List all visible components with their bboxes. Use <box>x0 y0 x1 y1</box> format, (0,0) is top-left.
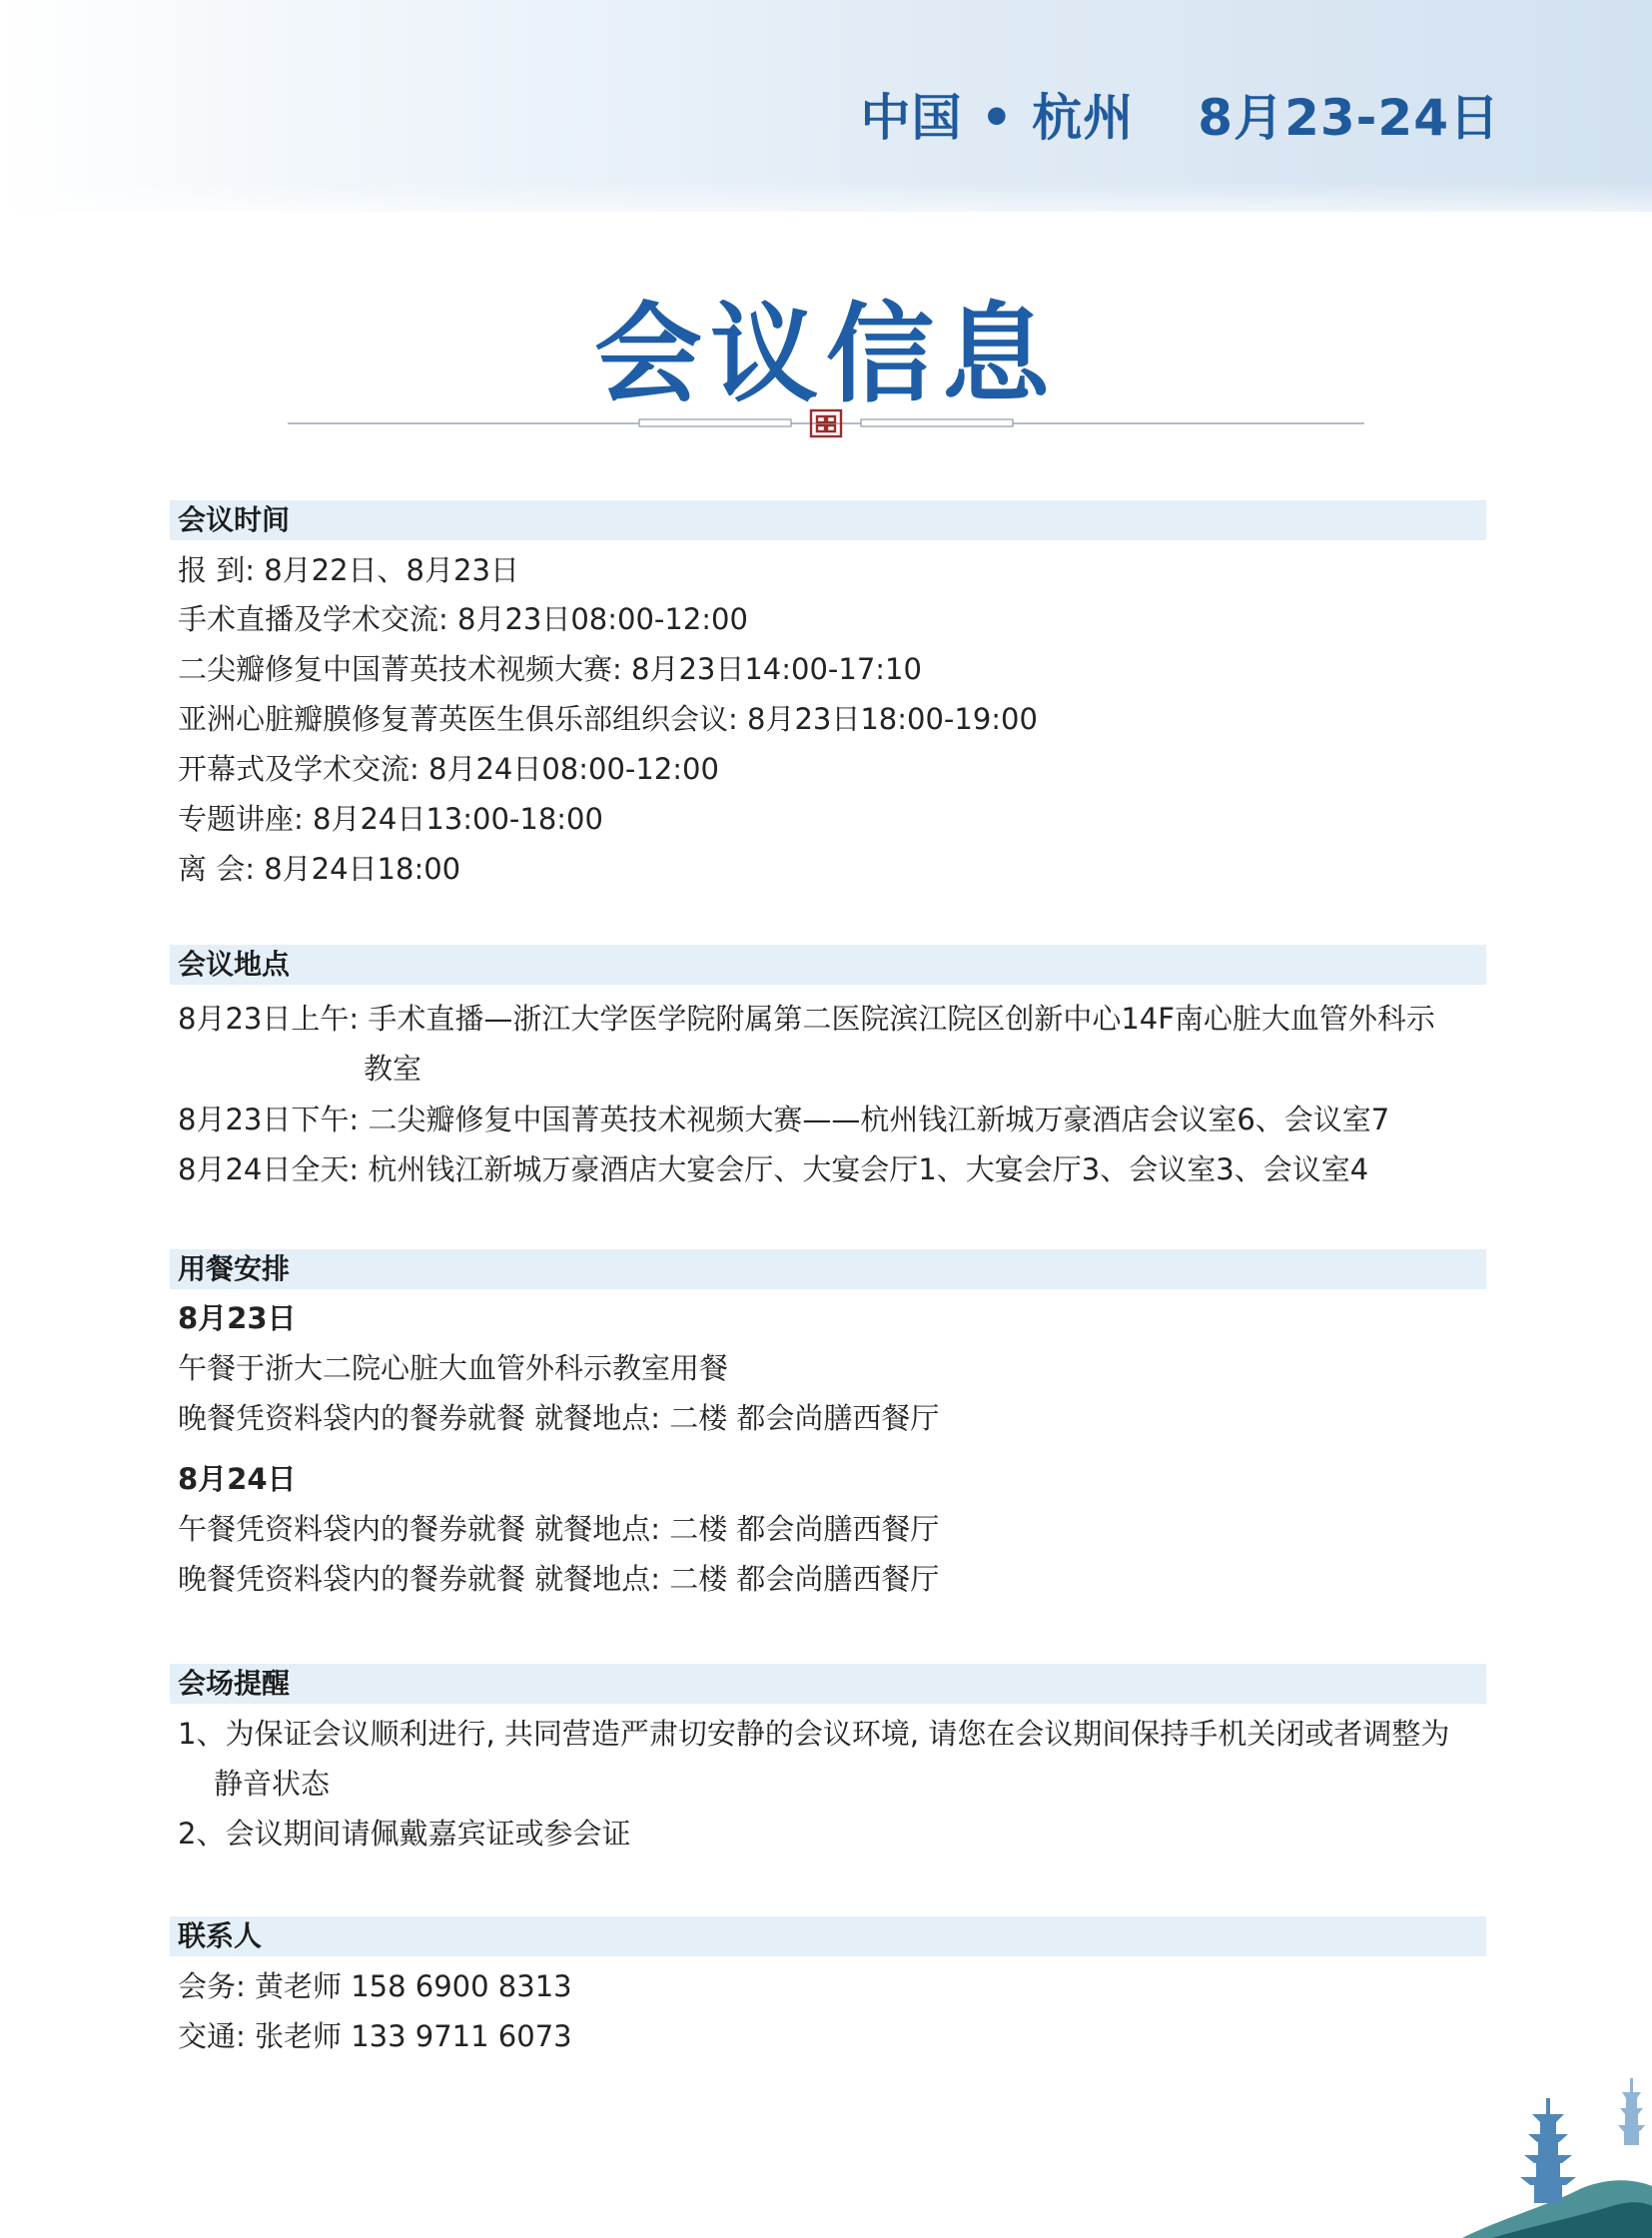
reminder-1: 1、为保证会议顺利进行, 共同营造严肃切安静的会议环境, 请您在会议期间保持手机关闭或者调整为 <box>178 1717 1450 1751</box>
meals-24-dinner: 晚餐凭资料袋内的餐券就餐 就餐地点: 二楼 都会尚膳西餐厅 <box>178 1562 940 1596</box>
time-checkin: 报 到: 8月22日、8月23日 <box>178 553 519 587</box>
reminder-2: 2、会议期间请佩戴嘉宾证或参会证 <box>178 1817 631 1851</box>
contact-transport: 交通: 张老师 133 9711 6073 <box>178 2019 572 2053</box>
meals-23-dinner: 晚餐凭资料袋内的餐券就餐 就餐地点: 二楼 都会尚膳西餐厅 <box>178 1401 940 1435</box>
time-video-contest: 二尖瓣修复中国菁英技术视频大赛: 8月23日14:00-17:10 <box>178 652 922 686</box>
venue-fullday-24: 8月24日全天: 杭州钱江新城万豪酒店大宴会厅、大宴会厅1、大宴会厅3、会议室3、会议室4 <box>178 1152 1369 1186</box>
pagoda-decoration-icon <box>1462 2068 1652 2238</box>
time-opening: 开幕式及学术交流: 8月24日08:00-12:00 <box>178 752 719 786</box>
title-divider <box>288 407 1364 447</box>
meals-day-24: 8月24日 <box>178 1462 297 1496</box>
section-header-contact: 联系人 <box>170 1916 1486 1956</box>
meals-24-lunch: 午餐凭资料袋内的餐券就餐 就餐地点: 二楼 都会尚膳西餐厅 <box>178 1512 940 1546</box>
reminder-1-cont: 静音状态 <box>214 1767 331 1801</box>
meals-23-lunch: 午餐于浙大二院心脏大血管外科示教室用餐 <box>178 1351 729 1385</box>
header-location: 中国 • 杭州 <box>860 89 1135 147</box>
section-header-meals: 用餐安排 <box>170 1249 1486 1289</box>
contact-affairs: 会务: 黄老师 158 6900 8313 <box>178 1969 572 2003</box>
venue-afternoon-23: 8月23日下午: 二尖瓣修复中国菁英技术视频大赛——杭州钱江新城万豪酒店会议室6、会议室7 <box>178 1103 1390 1136</box>
time-lectures: 专题讲座: 8月24日13:00-18:00 <box>178 802 603 836</box>
page-title: 会议信息 <box>593 292 1058 417</box>
time-surgery-live: 手术直播及学术交流: 8月23日08:00-12:00 <box>178 602 748 636</box>
header-location-date <box>861 78 1500 150</box>
section-header-time: 会议时间 <box>170 500 1486 540</box>
meals-day-23: 8月23日 <box>178 1301 297 1335</box>
time-club-meeting: 亚洲心脏瓣膜修复菁英医生俱乐部组织会议: 8月23日18:00-19:00 <box>178 702 1038 736</box>
section-header-reminder: 会场提醒 <box>170 1664 1486 1704</box>
time-departure: 离 会: 8月24日18:00 <box>178 852 461 886</box>
header-dates: 8月23-24日 <box>1198 89 1500 147</box>
venue-morning-23-cont: 教室 <box>364 1052 422 1086</box>
section-header-venue: 会议地点 <box>170 945 1486 985</box>
venue-morning-23: 8月23日上午: 手术直播—浙江大学医学院附属第二医院滨江院区创新中心14F南心脏大血管外科示 <box>178 1002 1435 1036</box>
